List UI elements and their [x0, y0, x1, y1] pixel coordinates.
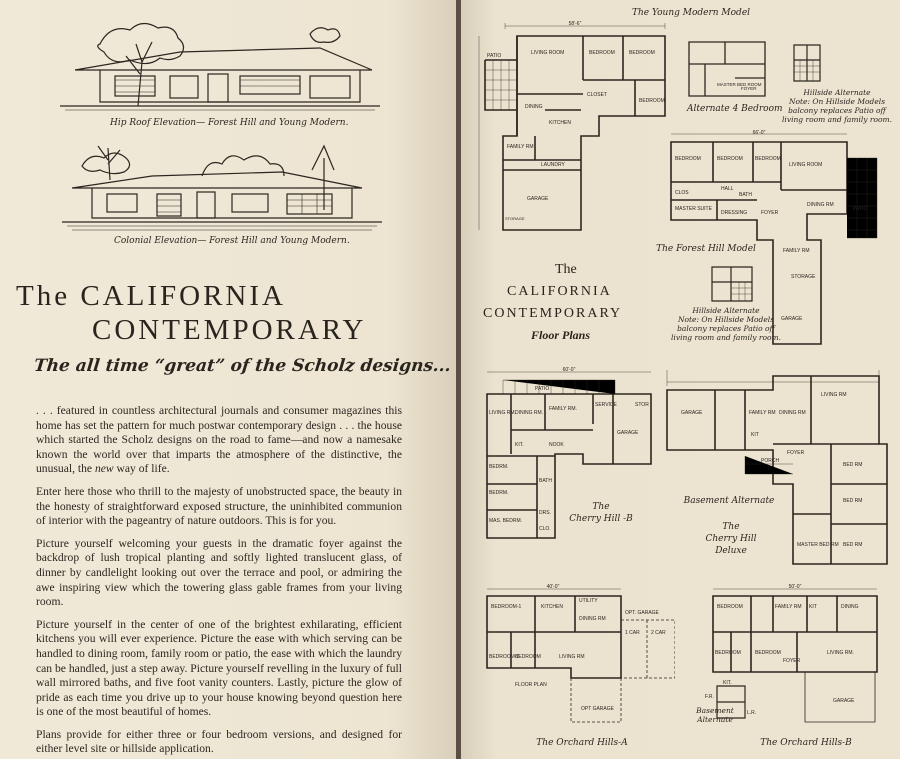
orchard-hills-a-dimension: 40'-0": [546, 584, 560, 590]
cherry-hill-b-dimension: 60'-0": [562, 367, 576, 373]
fh-room-living: LIVING ROOM: [789, 162, 823, 168]
forest-hill-dimension: 66'-0": [752, 130, 766, 136]
cherry-hill-deluxe-caption-2: Cherry Hill: [705, 534, 757, 544]
chd-room-garage: GARAGE: [681, 410, 703, 416]
colonial-caption: Colonial Elevation— Forest Hill and Young Modern.: [114, 236, 350, 246]
chd-room-foyer: FOYER: [787, 450, 805, 456]
oha-2-car: 2 CAR: [651, 630, 666, 636]
chb-room-living: LIVING RM.: [489, 410, 516, 416]
ohb-room-kit: KIT: [809, 604, 817, 610]
ym-room-storage: STORAGE: [505, 216, 525, 221]
ym-hillside-note: Hillside Alternate Note: On Hillside Models balcony replaces Patio off living room and family room.: [782, 88, 892, 124]
ym-room-patio: PATIO: [487, 53, 502, 59]
page-title-line2: CONTEMPORARY: [92, 314, 367, 346]
oha-opt-garage-2: OPT GARAGE: [581, 706, 614, 712]
chd-room-bed2: BED RM: [843, 498, 863, 504]
oha-floor-plan-label: FLOOR PLAN: [515, 682, 547, 688]
ym-room-kitchen: KITCHEN: [549, 120, 571, 126]
chb-room-service: SERVICE: [595, 402, 617, 408]
page-title-line1: The CALIFORNIA: [16, 280, 286, 312]
fh-room-family: FAMILY RM: [783, 248, 810, 254]
ohb-room-bed3: BEDROOM: [755, 650, 781, 656]
ym-room-bed2: BEDROOM: [629, 50, 655, 56]
alt4-foyer: FOYER: [741, 86, 757, 91]
chb-room-dining: DINING RM.: [515, 410, 544, 416]
chd-room-family: FAMILY RM: [749, 410, 776, 416]
chb-room-master: MAS. BEDRM.: [489, 518, 523, 524]
chd-room-porch: PORCH: [761, 458, 780, 464]
oha-room-utility: UTILITY: [579, 598, 598, 604]
alt4-master-bed: MASTER BED ROOM: [717, 82, 762, 87]
chb-room-kit: KIT.: [515, 442, 524, 448]
chb-room-garage: GARAGE: [617, 430, 639, 436]
fh-room-dining: DINING RM: [807, 202, 834, 208]
orchard-hills-b-dimension: 50'-0": [788, 584, 802, 590]
young-modern-caption: The Young Modern Model: [631, 8, 751, 18]
rp-title-the: The: [555, 262, 577, 277]
basement-alternate-caption: Basement Alternate: [683, 496, 775, 506]
ym-room-living: LIVING ROOM: [531, 50, 565, 56]
ym-room-bed1: BEDROOM: [589, 50, 615, 56]
rp-title-california: CALIFORNIA: [507, 284, 612, 299]
ohb-basement-lr: L.R.: [747, 710, 757, 716]
chb-room-family: FAMILY RM.: [549, 406, 577, 412]
ohb-room-family: FAMILY RM: [775, 604, 802, 610]
ohb-basement-caption: Basement Alternate: [696, 706, 734, 724]
oha-room-bed3: BEDROOM: [515, 654, 541, 660]
right-page: [461, 0, 900, 759]
fh-room-garage: GARAGE: [781, 316, 803, 322]
orchard-hills-a-floor-plan: [475, 582, 675, 732]
orchard-hills-a-caption: The Orchard Hills-A: [536, 738, 628, 748]
fh-hillside-plan: [709, 264, 755, 304]
oha-opt-garage: OPT. GARAGE: [625, 610, 659, 616]
hip-roof-elevation-illustration: [60, 14, 380, 119]
chd-room-dining: DINING RM: [779, 410, 806, 416]
fh-room-bed2: BEDROOM: [717, 156, 743, 162]
alternate-4-bedroom-plan: [685, 38, 769, 100]
chd-room-bed1: BED RM: [843, 462, 863, 468]
ym-room-closet: CLOSET: [587, 92, 608, 98]
ohb-room-bed2: BEDROOM: [715, 650, 741, 656]
chb-room-bath: BATH: [539, 478, 552, 484]
oha-room-dining: DINING RM: [579, 616, 606, 622]
ym-room-laundry: LAUNDRY: [541, 162, 565, 168]
ohb-room-garage: GARAGE: [833, 698, 855, 704]
ohb-room-living: LIVING RM.: [827, 650, 854, 656]
chd-room-living: LIVING RM: [821, 392, 847, 398]
chb-room-bed1: BEDRM.: [489, 464, 509, 470]
ohb-basement-kit: KIT.: [723, 680, 732, 686]
fh-room-patio: PATIO: [853, 206, 868, 212]
fh-room-foyer: FOYER: [761, 210, 779, 216]
hip-roof-caption: Hip Roof Elevation— Forest Hill and Young Modern.: [110, 118, 349, 128]
chd-room-master: MASTER BED RM: [797, 542, 839, 548]
fh-room-storage: STORAGE: [791, 274, 816, 280]
chd-room-kit: KIT: [751, 432, 759, 438]
ohb-room-dining: DINING: [841, 604, 859, 610]
ym-room-bed3: BEDROOM: [639, 98, 665, 104]
oha-room-bed2: BEDROOM-2: [489, 654, 520, 660]
fh-room-bed1: BEDROOM: [675, 156, 701, 162]
ym-hillside-plan: [791, 42, 823, 84]
body-text: [36, 404, 402, 759]
ohb-room-bed1: BEDROOM: [717, 604, 743, 610]
cherry-hill-b-floor-plan: [475, 364, 665, 554]
chb-room-bed2: BEDRM.: [489, 490, 509, 496]
fh-room-dressing: DRESSING: [721, 210, 748, 216]
orchard-hills-b-caption: The Orchard Hills-B: [760, 738, 852, 748]
tagline: The all time “great” of the Scholz designs...: [32, 356, 452, 376]
forest-hill-caption: The Forest Hill Model: [656, 244, 756, 254]
cherry-hill-b-caption-1: The: [592, 502, 610, 512]
chb-room-stor: STOR: [635, 402, 649, 408]
rp-title-floorplans: Floor Plans: [531, 328, 591, 342]
oha-1-car: 1 CAR: [625, 630, 640, 636]
young-modern-dimension: 58'-6": [568, 21, 582, 27]
paragraph-3: Picture yourself welcoming your guests in the dramatic foyer against the backdrop of lush tropical planting and softly lighted translucent glass, of dinner by candlelight looking out over the terrace and pool, or admiring the awe inspiring view which the towering glass gable frames from your living room.: [36, 536, 402, 609]
oha-room-bed1: BEDROOM-1: [491, 604, 522, 610]
alt4-caption: Alternate 4 Bedroom: [687, 104, 783, 114]
fh-room-master: MASTER SUITE: [675, 206, 712, 212]
chb-room-patio: PATIO: [535, 386, 550, 392]
paragraph-4: Picture yourself in the center of one of the brightest exhilarating, efficient kitchens you will ever experience. Picture the ease with which serving can be handled to dining room, family room or patio, the ease with which the laundry can be handled, just a step away. Picture yourself revelling in the luxury of full wall mirrored baths, and five foot vanity counters. Lastly, picture the glow of pride as each time you drive up to your house knowing beyond question here is one of the most beautiful of homes.: [36, 617, 402, 719]
rp-title-contemporary: CONTEMPORARY: [483, 306, 623, 321]
young-modern-floor-plan: [475, 20, 675, 240]
cherry-hill-b-caption-2: Cherry Hill -B: [569, 514, 633, 524]
ym-room-garage: GARAGE: [527, 196, 549, 202]
cherry-hill-deluxe-caption-3: Deluxe: [715, 546, 747, 556]
chb-room-nook: NOOK: [549, 442, 564, 448]
fh-room-hall: HALL: [721, 186, 734, 192]
fh-room-clos: CLOS: [675, 190, 689, 196]
chb-room-clo: CLO.: [539, 526, 551, 532]
paragraph-5: Plans provide for either three or four bedroom versions, and designed for either level site or hillside application.: [36, 727, 402, 756]
fh-room-bath: BATH: [739, 192, 752, 198]
paragraph-2: Enter here those who thrill to the majesty of unobstructed space, the beauty in the honesty of straightforward exposed structure, the uninhibited communion of interior with the pageantry of nature outdoors. This is for you.: [36, 484, 402, 528]
oha-room-living: LIVING RM: [559, 654, 585, 660]
ym-room-family: FAMILY RM: [507, 144, 534, 150]
chb-room-drs: DRS.: [539, 510, 551, 516]
colonial-elevation-illustration: [62, 140, 382, 235]
fh-room-bed3: BEDROOM: [755, 156, 781, 162]
ym-room-dining: DINING: [525, 104, 543, 110]
fh-hillside-note: Hillside Alternate Note: On Hillside Models balcony replaces Patio off living room and family room.: [671, 306, 781, 342]
oha-room-kitchen: KITCHEN: [541, 604, 563, 610]
paragraph-1: . . . featured in countless architectural journals and consumer magazines this home has set the pattern for much postwar contemporary design . . . the house which started the Scholz designs on the road to fame—and now a namesake known the world over that imparts the atmosphere of the distinctive, the unusual, the new way of life.: [36, 404, 402, 476]
cherry-hill-deluxe-caption-1: The: [722, 522, 740, 532]
ohb-room-foyer: FOYER: [783, 658, 801, 664]
chd-room-bed3: BED RM: [843, 542, 863, 548]
ohb-basement-fr: F.R.: [705, 694, 714, 700]
